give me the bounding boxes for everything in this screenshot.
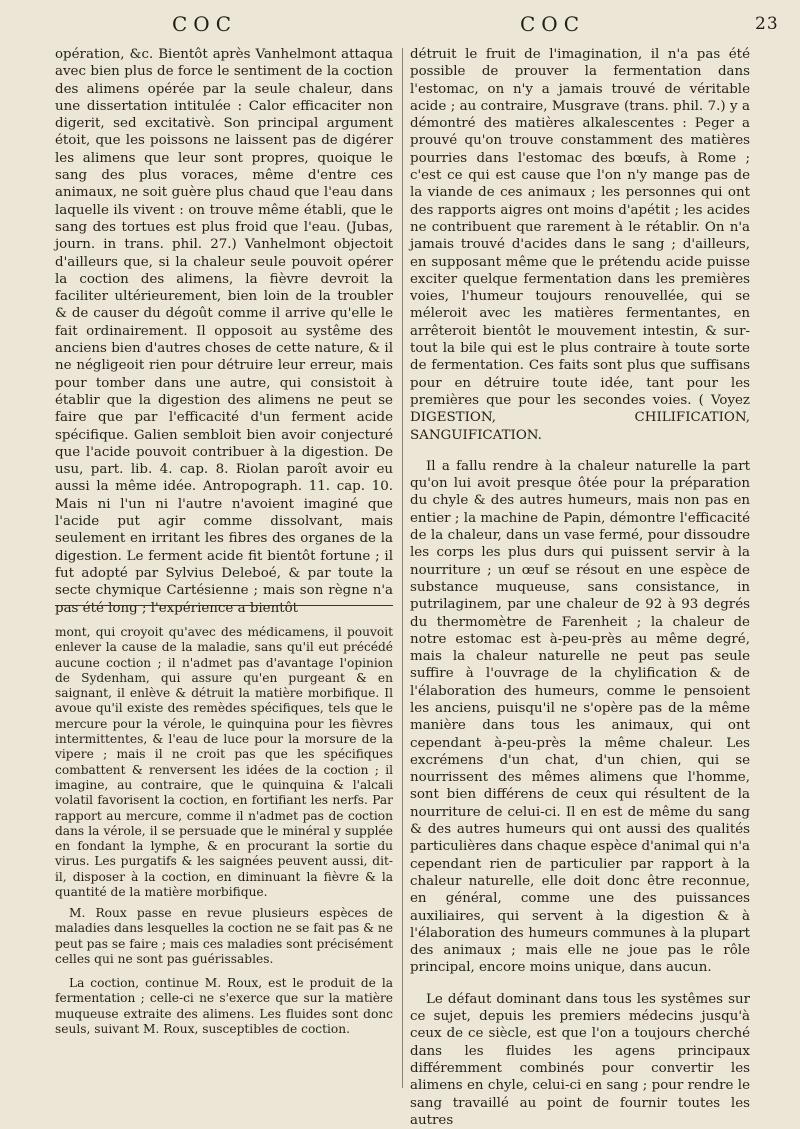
left-column-text: opération, &c. Bientôt après Vanhelmont attaqua avec bien plus de force le sentiment de la coction des alimens opérée par la seule chaleur, dans une dissertation intitulée : Calor efficaciter non digerit, sed excitativè. Son principal argument étoit, que les poissons ne laissent pas de digérer les alimens que leur sont propres, quoique le sang des plus voraces, même d'entre ces animaux, ne soit guère plus chaud que l'eau dans laquelle ils vivent : on trouve même établi, que le sang des tortues est plus froid que l'eau. (Jubas, journ. in trans. phil. 27.) Vanhelmont objectoit d'ailleurs que, si la chaleur seule pouvoit opérer la coction des alimens, la fièvre devroit la faciliter ultérieurement, bien loin de la troubler & de causer du dégoût comme il arrive qu'elle le fait ordinairement. Il opposoit au systême des anciens bien d'autres choses de cette nature, & il ne négligeoit rien pour détruire leur erreur, mais pour tomber dans une autre, qui consistoit à établir que la digestion des alimens ne peut se faire que par l'efficacité d'un ferment acide spécifique. Galien sembloit bien avoir conjecturé que l'acide pouvoit contribuer à la digestion. De usu, part. lib. 4. cap. 8. Riolan paroît avoir eu aussi la même idée. Antropograph. 11. cap. 10. Mais ni l'un ni l'autre n'avoient imaginé que l'acide put agir comme dissolvant, mais seulement en irritant les fibres des organes de la digestion. Le ferment acide fit bientôt fortune ; il fut adopté par Sylvius Deleboé, & par toute la secte chymique Cartésienne ; mais son règne n'a pas été long ; l'expérience a bientôt xyxy=(55,47,393,616)
footnote-1-text: mont, qui croyoit qu'avec des médicamens, il pouvoit enlever la cause de la maladie, sans qu'il eut précédé aucune coction ; il n'admet pas d'avantage l'opinion de Sydenham, qui assure qu'en purgeant & en saignant, il enlève & détruit la matière morbifique. Il avoue qu'il existe des remèdes spécifiques, tels que le mercure pour la vérole, le quinquina pour les fièvres intermittentes, & l'eau de luce pour la morsure de la vipere ; mais il ne croit pas que les spécifiques combattent & renversent les idées de la coction ; il imagine, au contraire, que le quinquina & l'alcali volatil favorisent la coction, en fortifiant les nerfs. Par rapport au mercure, comme il n'admet pas de coction dans la vérole, il se persuade que le minéral y supplée en fondant la lymphe, & en procurant la sortie du virus. Les purgatifs & les saignées peuvent aussi, dit-il, disposer à la coction, en diminuant la fièvre & la quantité de la matière morbifique. xyxy=(55,625,393,900)
running-header xyxy=(0,12,800,42)
right-column xyxy=(410,46,750,1129)
right-paragraph-2: Il a fallu rendre à la chaleur naturelle la part qu'on lui avoit presque ôtée pour la préparation du chyle & des autres humeurs, mais non pas en entier ; la machine de Papin, démontre l'efficacité de la chaleur, dans un vase fermé, pour dissoudre les corps les plus durs qui puissent servir à la nourriture ; un œuf se résout en une espèce de substance muqueuse, sans consistance, in putrilaginem, par une chaleur de 92 à 93 degrés du thermomètre de Farenheit ; la chaleur de notre estomac est à-peu-près au même degré, mais la chaleur naturelle ne peut pas seule suffire à l'ouvrage de la chylification & de l'élaboration des humeurs, comme le pensoient les anciens, puisqu'il ne s'opère pas de la même manière dans tous les animaux, qui ont cependant à-peu-près la même chaleur. Les excrémens d'un chat, d'un chien, qui se nourrissent des mêmes alimens que l'homme, sont bien différens de ceux qui résultent de la nourriture de celui-ci. Il en est de même du sang & des autres humeurs qui ont aussi des qualités particulières dans chaque espèce d'animal qui n'a cependant rien de particulier par rapport à la chaleur naturelle, elle doit donc être reconnue, en général, comme une des puissances auxiliaires, qui servent à la digestion & à l'élaboration des humeurs communes à la plupart des animaux ; mais elle ne joue pas le rôle principal, encore moins unique, dans aucun. xyxy=(410,458,750,976)
footnote-2 xyxy=(55,906,393,967)
page-number: 23 xyxy=(755,14,779,34)
right-paragraph-3: Le défaut dominant dans tous les systêmes sur ce sujet, depuis les premiers médecins jusqu'à ceux de ce siècle, est que l'on a toujours cherché dans les fluides les agens principaux différemment combinés pour convertir les alimens en chyle, celui-ci en sang ; pour rendre le sang travaillé au point de fournir toutes les autres xyxy=(410,991,750,1128)
column-divider xyxy=(402,48,403,1088)
left-column xyxy=(55,46,393,617)
footnote-2-text: M. Roux passe en revue plusieurs espèces de maladies dans lesquelles la coction ne se fait pas & ne peut pas se faire ; mais ces maladies sont précisément celles qui ne sont pas guérissables. xyxy=(55,906,393,966)
header-left-title: COC xyxy=(172,12,238,36)
footnote-3-text: La coction, continue M. Roux, est le produit de la fermentation ; celle-ci ne s'exerce que sur la matière muqueuse extraite des alimens. Les fluides sont donc seuls, suivant M. Roux, susceptibles de coction. xyxy=(55,976,393,1036)
footnote-1 xyxy=(55,625,393,900)
footnote-3 xyxy=(55,976,393,1037)
header-right-title: COC xyxy=(520,12,586,36)
footnote-rule xyxy=(55,605,393,606)
right-paragraph-1: détruit le fruit de l'imagination, il n'a pas été possible de prouver la fermentation dans l'estomac, on n'y a jamais trouvé de véritable acide ; au contraire, Musgrave (trans. phil. 7.) y a démontré des matières alkalescentes : Peger a prouvé qu'on trouve constamment des matières pourries dans l'estomac des bœufs, à Rome ; c'est ce qui est cause que l'on n'y mange pas de la viande de ces animaux ; les personnes qui ont des rapports aigres ont moins d'apétit ; les acides ne contribuent que rarement à le rétablir. On n'a jamais trouvé d'acides dans le sang ; d'ailleurs, en supposant même que le prétendu acide puisse exciter quelque fermentation dans les premières voies, l'humeur toujours renouvellée, qui se méleroit avec les matières fermentantes, en arrêteroit bientôt le mouvement intestin, & sur-tout la bile qui est le plus contraire à toute sorte de fermentation. Ces faits sont plus que suffisans pour en détruire toute idée, tant pour les premières que pour les secondes voies. ( Voyez DIGESTION, CHILIFICATION, SANGUIFICATION. xyxy=(410,47,750,443)
